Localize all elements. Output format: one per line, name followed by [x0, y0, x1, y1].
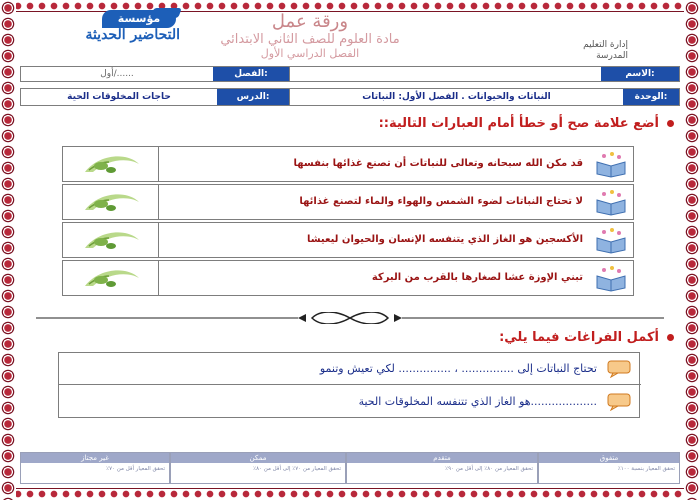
- rubric-text: تحقق المعيار من ٧٠٪ إلى أقل من ٨٠٪: [253, 466, 341, 472]
- statement-text: قد مكن الله سبحانه وتعالى للنباتات أن تصنع غذائها بنفسها: [293, 158, 583, 169]
- unit-value: النباتات والحيوانات . الفصل الأول: النباتات: [289, 89, 623, 105]
- admin-line-1: إدارة التعليم: [583, 40, 628, 50]
- rubric-text: تحقق المعيار من ٨٠٪ إلى أقل من ٩٠٪: [445, 466, 533, 472]
- class-label: الفصل:: [213, 67, 289, 81]
- unit-label: الوحدة:: [623, 89, 679, 105]
- fill-blanks-heading: [499, 330, 674, 345]
- fill-blank-text[interactable]: تحتاج النباتات إلى ............... ، ............... لكي تعيش وتنمو: [319, 362, 597, 375]
- rubric-column: [346, 452, 538, 484]
- rubric-column: [170, 452, 346, 484]
- true-false-table: [62, 146, 634, 298]
- leaf-swirl-icon: [79, 188, 143, 216]
- statement-text: لا تحتاج النباتات لضوء الشمس والهواء والماء لتصنع غذائها: [299, 196, 583, 207]
- table-row: [62, 146, 634, 182]
- fill-blank-text[interactable]: ...................هو الغاز الذي تتنفسه المخلوقات الحية: [358, 395, 597, 408]
- subject-line: مادة العلوم للصف الثاني الابتدائي: [220, 32, 400, 47]
- list-item: [59, 353, 641, 385]
- answer-cell[interactable]: [63, 185, 159, 219]
- table-row: [62, 260, 634, 296]
- rubric-title: غير مجتاز: [21, 453, 169, 463]
- open-book-icon: [595, 264, 627, 292]
- rubric-text: تحقق المعيار بنسبة ١٠٠٪: [617, 466, 675, 472]
- open-book-icon: [595, 188, 627, 216]
- list-item: [59, 386, 641, 418]
- rubric-text: تحقق المعيار أقل من ٧٠٪: [106, 466, 165, 472]
- lesson-info-row: [20, 88, 680, 106]
- answer-cell[interactable]: [63, 223, 159, 257]
- table-row: [62, 222, 634, 258]
- rubric-column: [538, 452, 680, 484]
- true-false-heading: [379, 116, 674, 131]
- worksheet-title: ورقة عمل: [271, 11, 349, 32]
- answer-cell[interactable]: [63, 261, 159, 295]
- speech-bubble-icon: [607, 393, 633, 411]
- frame-border-left: [0, 0, 16, 500]
- admin-line-2: المدرسة: [596, 51, 628, 61]
- bullet-icon: [667, 120, 674, 127]
- publisher-logo: [4, 8, 180, 44]
- table-row: [62, 184, 634, 220]
- rubric-column: [20, 452, 170, 484]
- rubric-title: متقدم: [347, 453, 537, 463]
- rubric-title: ممكن: [171, 453, 345, 463]
- lesson-value: حاجات المخلوقات الحية: [67, 92, 171, 102]
- rubric-title: متفوق: [539, 453, 679, 463]
- bullet-icon: [667, 334, 674, 341]
- lesson-label: الدرس:: [217, 89, 289, 105]
- true-false-heading-text: أضع علامة صح أو خطأ أمام العبارات التالية::: [378, 116, 659, 131]
- name-field[interactable]: [289, 67, 601, 81]
- logo-badge: مؤسسة: [102, 10, 176, 28]
- statement-text: الأكسجين هو الغاز الذي يتنفسه الإنسان والحيوان ليعيشا: [306, 234, 583, 245]
- logo-text: التحاضير الحديثة: [85, 27, 180, 43]
- student-info-row: [20, 66, 680, 82]
- answer-cell[interactable]: [63, 147, 159, 181]
- term-line: الفصل الدراسي الأول: [260, 47, 360, 60]
- fill-blanks-box: [58, 352, 640, 418]
- statement-text: تبني الإوزة عشا لصغارها بالقرب من البركة: [371, 272, 583, 283]
- leaf-swirl-icon: [79, 264, 143, 292]
- fill-blanks-heading-text: أكمل الفراغات فيما يلي:: [499, 330, 659, 345]
- leaf-swirl-icon: [79, 150, 143, 178]
- leaf-swirl-icon: [79, 226, 143, 254]
- open-book-icon: [595, 150, 627, 178]
- ornament-divider: [36, 312, 664, 324]
- name-label: الاسم:: [601, 67, 679, 81]
- class-value[interactable]: أول/......: [100, 69, 134, 79]
- assessment-rubric: [20, 452, 680, 484]
- speech-bubble-icon: [607, 360, 633, 378]
- frame-border-right: [684, 0, 700, 500]
- frame-border-bottom: [0, 488, 700, 500]
- open-book-icon: [595, 226, 627, 254]
